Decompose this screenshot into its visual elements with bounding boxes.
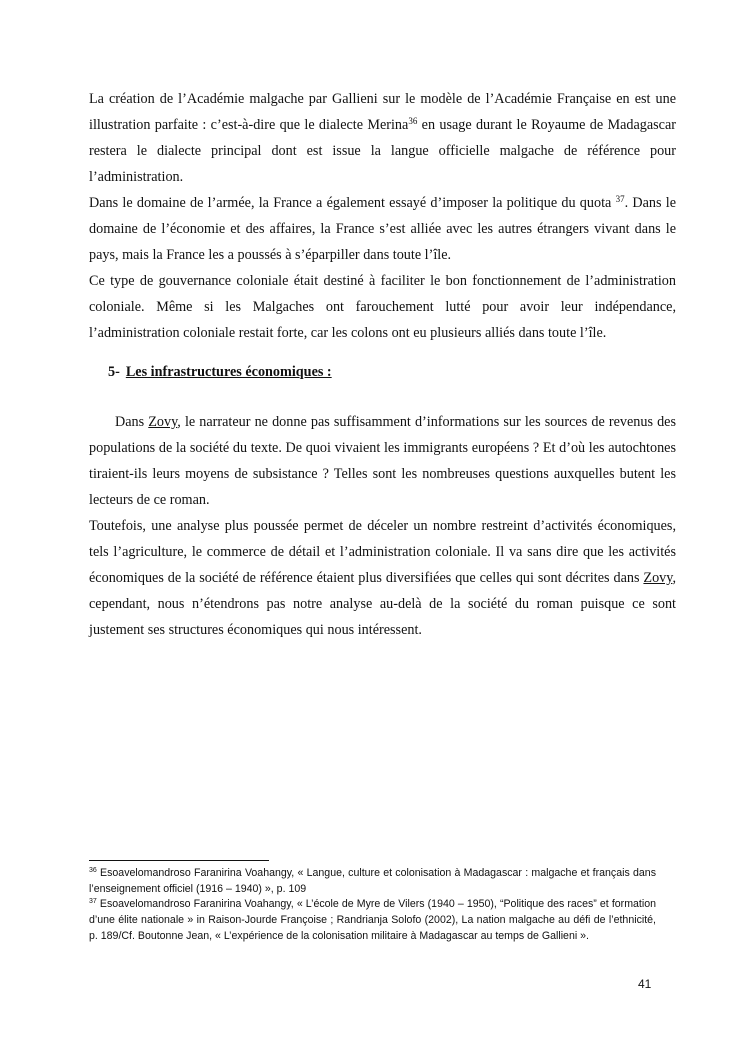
paragraph-text: , cependant, nous n’étendrons pas notre analyse au-delà de la société du roman puisque ce sont justement ses structures économiques qui nous intéressent. <box>89 570 676 638</box>
paragraph-zovy-intro <box>89 409 676 513</box>
book-title: Zovy <box>643 570 673 586</box>
paragraph-armee <box>89 190 676 268</box>
paragraph-text: La création de l’Académie malgache par Gallieni sur le modèle de l’Académie Française en est une illustration parfaite : c’est-à-dire que le dialecte Merina <box>89 91 676 133</box>
book-title: Zovy <box>148 414 178 430</box>
paragraph-text: en usage durant le Royaume de Madagascar restera le dialecte principal dont est issue la langue officielle malgache de référence pour l’administration. <box>89 117 676 185</box>
paragraph-gouvernance: Ce type de gouvernance coloniale était destiné à faciliter le bon fonctionnement de l’administration coloniale. Même si les Malgaches ont farouchement lutté pour avoir leur indépendance, l’administration coloniale restait forte, car les colons ont eu plusieurs alliés dans toute l’île. <box>89 273 676 341</box>
footnote-number: 37 <box>89 898 97 906</box>
paragraph-text: Dans <box>115 414 149 430</box>
footnote-37 <box>89 897 656 944</box>
paragraph-analyse <box>89 513 676 643</box>
paragraph-text: Toutefois, une analyse plus poussée permet de déceler un nombre restreint d’activités économiques, tels l’agriculture, le commerce de détail et l’administration coloniale. Il va sans dire que les activités économiques de la société de référence étaient plus diversifiées que celles qui sont décrites dans <box>89 518 676 586</box>
section-title: Les infrastructures économiques : <box>125 364 332 380</box>
body-text <box>89 86 676 643</box>
footnote-ref-37[interactable]: 37 <box>615 194 625 204</box>
paragraph-text: , le narrateur ne donne pas suffisamment d’informations sur les sources de revenus des populations de la société du texte. De quoi vivaient les immigrants européens ? Et d’où les autochtones tiraient-ils leurs moyens de subsistance ? Telles sont les nombreuses questions auxquelles butent les lecteurs de ce roman. <box>89 414 676 508</box>
paragraph-text: Dans le domaine de l’armée, la France a également essayé d’imposer la politique du quota <box>89 195 616 211</box>
page-number: 41 <box>638 977 652 991</box>
paragraph-text: . Dans le domaine de l’économie et des affaires, la France s’est alliée avec les autres étrangers vivant dans le pays, mais la France les a poussés à s’éparpiller dans toute l’île. <box>89 195 676 263</box>
section-number: 5- <box>108 364 120 380</box>
paragraph-academie <box>89 86 676 190</box>
footnotes <box>89 866 656 945</box>
footnote-separator <box>89 860 269 861</box>
footnote-ref-36[interactable]: 36 <box>408 116 418 126</box>
section-heading <box>108 359 676 385</box>
footnote-text: Esoavelomandroso Faranirina Voahangy, « L’école de Myre de Vilers (1940 – 1950), “Politique des races” et formation d’une élite nationale » in Raison-Jourde Françoise ; Randrianja Solofo (2002), La nation malgache au défi de l’ethnicité, p. 189/Cf. Boutonne Jean, « L’expérience de la colonisation militaire à Madagascar au temps de Gallieni ». <box>89 898 656 942</box>
footnote-36 <box>89 866 656 897</box>
footnote-number: 36 <box>89 867 97 874</box>
footnote-text: Esoavelomandroso Faranirina Voahangy, « Langue, culture et colonisation à Madagascar : malgache et français dans l’enseignement officiel (1916 – 1940) », p. 109 <box>89 867 656 895</box>
